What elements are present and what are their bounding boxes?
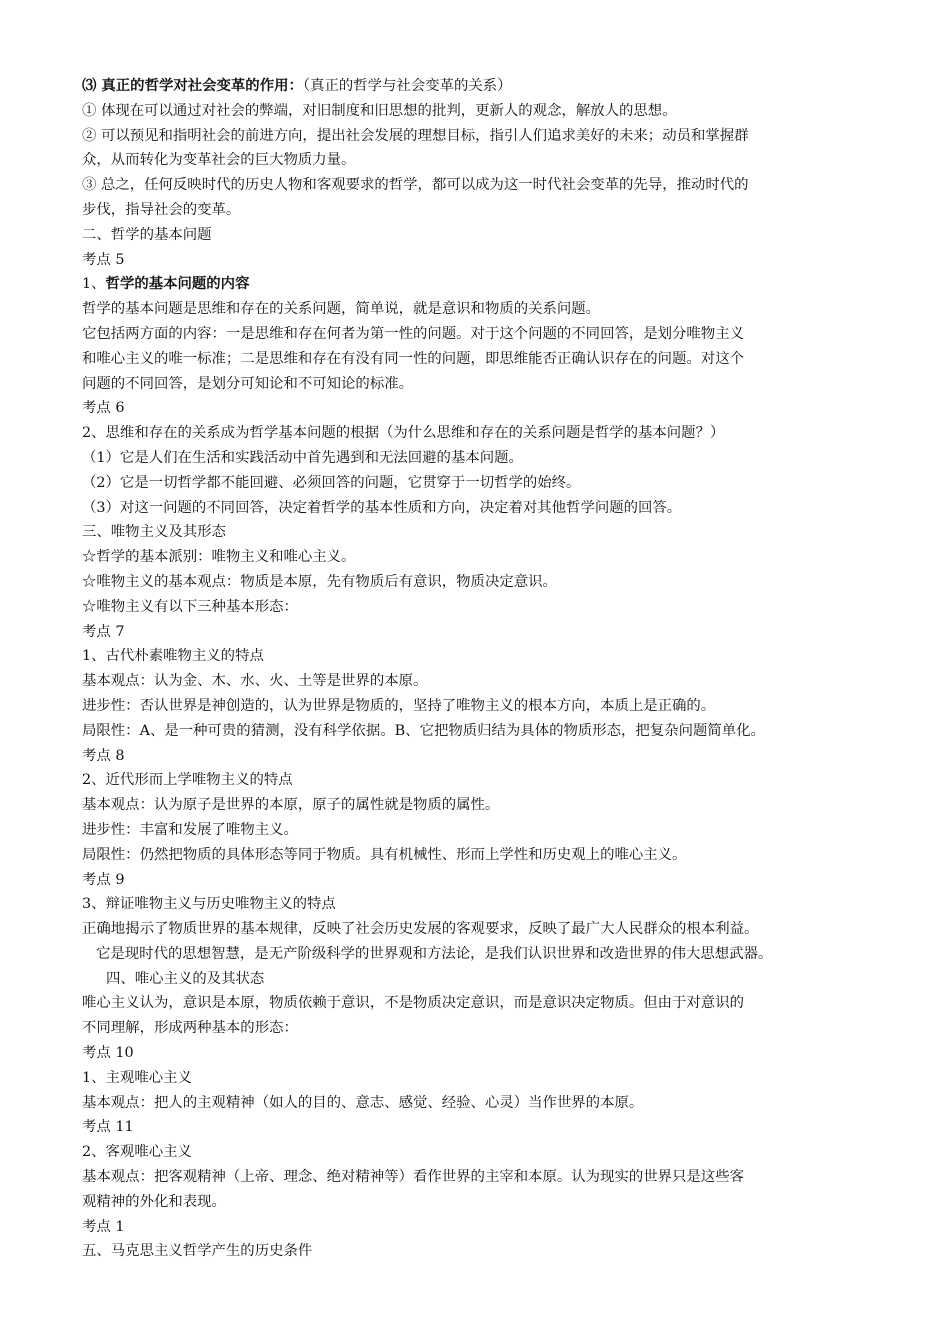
text-line (82, 74, 882, 99)
text-line (82, 793, 882, 818)
text-line (82, 694, 882, 719)
line-text: 不同理解，形成两种基本的形态： (82, 1020, 298, 1037)
line-text: 问题的不同回答，是划分可知论和不可知论的标准。 (82, 375, 413, 392)
text-line (82, 669, 882, 694)
line-text: 进步性：丰富和发展了唯物主义。 (82, 821, 298, 838)
line-text: （1）它是人们在生活和实践活动中首先遇到和无法回避的基本问题。 (82, 449, 523, 466)
text-line (82, 744, 882, 769)
text-line (82, 1016, 882, 1041)
line-text: 观精神的外化和表现。 (82, 1193, 226, 1210)
line-text: 1、古代朴素唯物主义的特点 (82, 648, 264, 665)
text-line (82, 223, 882, 248)
line-text: ③ 总之，任何反映时代的历史人物和客观要求的哲学，都可以成为这一时代社会变革的先导，推动时代的 (82, 177, 749, 194)
text-line (82, 421, 882, 446)
line-text: 考点 7 (82, 623, 125, 640)
text-line (82, 198, 882, 223)
line-text: 考点 11 (82, 1119, 134, 1136)
text-line (82, 471, 882, 496)
line-text: 2、近代形而上学唯物主义的特点 (82, 772, 293, 789)
line-text: 基本观点：把人的主观精神（如人的目的、意志、感觉、经验、心灵）当作世界的本原。 (82, 1094, 644, 1111)
text-line (82, 1140, 882, 1165)
line-text: ② 可以预见和指明社会的前进方向，提出社会发展的理想目标，指引人们追求美好的未来；动员和掌握群 (82, 127, 749, 144)
text-line (82, 248, 882, 273)
line-text: 1、 (82, 276, 106, 293)
line-text: 考点 1 (82, 1218, 125, 1235)
text-line (82, 347, 882, 372)
text-line (82, 1239, 882, 1264)
text-line (82, 991, 882, 1016)
text-line (82, 496, 882, 521)
line-text: 基本观点：认为金、木、水、火、土等是世界的本原。 (82, 673, 428, 690)
text-line (82, 843, 882, 868)
text-line (82, 1041, 882, 1066)
line-text: 3、辩证唯物主义与历史唯物主义的特点 (82, 896, 336, 913)
text-line (82, 1165, 882, 1190)
line-text: 哲学的基本问题是思维和存在的关系问题，简单说，就是意识和物质的关系问题。 (82, 301, 601, 318)
line-text: 进步性：否认世界是神创造的，认为世界是物质的，坚持了唯物主义的根本方向，本质上是正确的。 (82, 697, 716, 714)
line-text: 四、唯心主义的及其状态 (106, 970, 265, 987)
text-line (82, 545, 882, 570)
text-line (82, 868, 882, 893)
text-line (82, 1215, 882, 1240)
line-text: 2、思维和存在的关系成为哲学基本问题的根据（为什么思维和存在的关系问题是哲学的基本问题？） (82, 425, 725, 442)
line-text: ☆唯物主义有以下三种基本形态： (82, 598, 298, 615)
text-line (82, 1190, 882, 1215)
text-line (82, 173, 882, 198)
line-text: 它是现时代的思想智慧，是无产阶级科学的世界观和方法论，是我们认识世界和改造世界的伟大思想武器。 (96, 945, 773, 962)
line-text: ☆哲学的基本派别：唯物主义和唯心主义。 (82, 549, 356, 566)
line-text: 2、客观唯心主义 (82, 1144, 192, 1161)
line-text: 局限性：A、是一种可贵的猜测，没有科学依据。B、它把物质归结为具体的物质形态，把复杂问题简单化。 (82, 722, 765, 739)
line-text: 考点 9 (82, 871, 125, 888)
line-text: 二、哲学的基本问题 (82, 226, 212, 243)
text-line (82, 99, 882, 124)
line-text: 正确地揭示了物质世界的基本规律，反映了社会历史发展的客观要求，反映了最广大人民群众的根本利益。 (82, 921, 759, 938)
line-text: 它包括两方面的内容：一是思维和存在何者为第一性的问题。对于这个问题的不同回答，是划分唯物主义 (82, 325, 744, 342)
text-line (82, 372, 882, 397)
line-text: ☆唯物主义的基本观点：物质是本原，先有物质后有意识，物质决定意识。 (82, 573, 557, 590)
line-text: 局限性：仍然把物质的具体形态等同于物质。具有机械性、形而上学性和历史观上的唯心主义。 (82, 846, 687, 863)
line-text: 考点 8 (82, 747, 125, 764)
line-text: （真正的哲学与社会变革的关系） (302, 78, 512, 94)
text-line (82, 595, 882, 620)
text-line (82, 942, 882, 967)
text-line (82, 570, 882, 595)
text-line (82, 620, 882, 645)
line-text: 1、主观唯心主义 (82, 1069, 192, 1086)
bold-heading-text: 哲学的基本问题的内容 (105, 275, 250, 293)
text-line (82, 322, 882, 347)
line-text: 考点 10 (82, 1045, 134, 1062)
line-text: 和唯心主义的唯一标准；二是思维和存在有没有同一性的问题，即思维能否正确认识存在的问题。对这个 (82, 350, 744, 367)
text-line (82, 967, 882, 992)
line-text: （2）它是一切哲学都不能回避、必须回答的问题，它贯穿于一切哲学的始终。 (82, 474, 581, 491)
line-text: 基本观点：认为原子是世界的本原，原子的属性就是物质的属性。 (82, 797, 500, 814)
text-line (82, 124, 882, 149)
line-text: （3）对这一问题的不同回答，决定着哲学的基本性质和方向，决定着对其他哲学问题的回答。 (82, 499, 682, 516)
line-text: 五、马克思主义哲学产生的历史条件 (82, 1243, 313, 1260)
text-line (82, 917, 882, 942)
text-line (82, 1066, 882, 1091)
line-text: 三、唯物主义及其形态 (82, 524, 226, 541)
line-text: 众，从而转化为变革社会的巨大物质力量。 (82, 152, 356, 169)
text-line (82, 396, 882, 421)
text-line (82, 892, 882, 917)
text-line (82, 148, 882, 173)
text-line (82, 520, 882, 545)
line-text: 唯心主义认为，意识是本原，物质依赖于意识，不是物质决定意识，而是意识决定物质。但由于对意识的 (82, 995, 744, 1012)
text-line (82, 272, 882, 297)
line-text: 步伐，指导社会的变革。 (82, 201, 241, 218)
line-text: 考点 6 (82, 400, 125, 417)
bold-heading-text: ⑶ 真正的哲学对社会变革的作用： (82, 77, 303, 94)
line-text: ① 体现在可以通过对社会的弊端，对旧制度和旧思想的批判，更新人的观念，解放人的思想。 (82, 102, 677, 119)
text-line (82, 297, 882, 322)
line-text: 基本观点：把客观精神（上帝、理念、绝对精神等）看作世界的主宰和本原。认为现实的世界只是这些客 (82, 1169, 744, 1186)
line-text: 考点 5 (82, 251, 125, 268)
text-line (82, 1115, 882, 1140)
text-line (82, 446, 882, 471)
text-line (82, 1091, 882, 1116)
text-line (82, 818, 882, 843)
document-page (82, 74, 882, 1264)
text-line (82, 719, 882, 744)
text-line (82, 768, 882, 793)
text-line (82, 644, 882, 669)
